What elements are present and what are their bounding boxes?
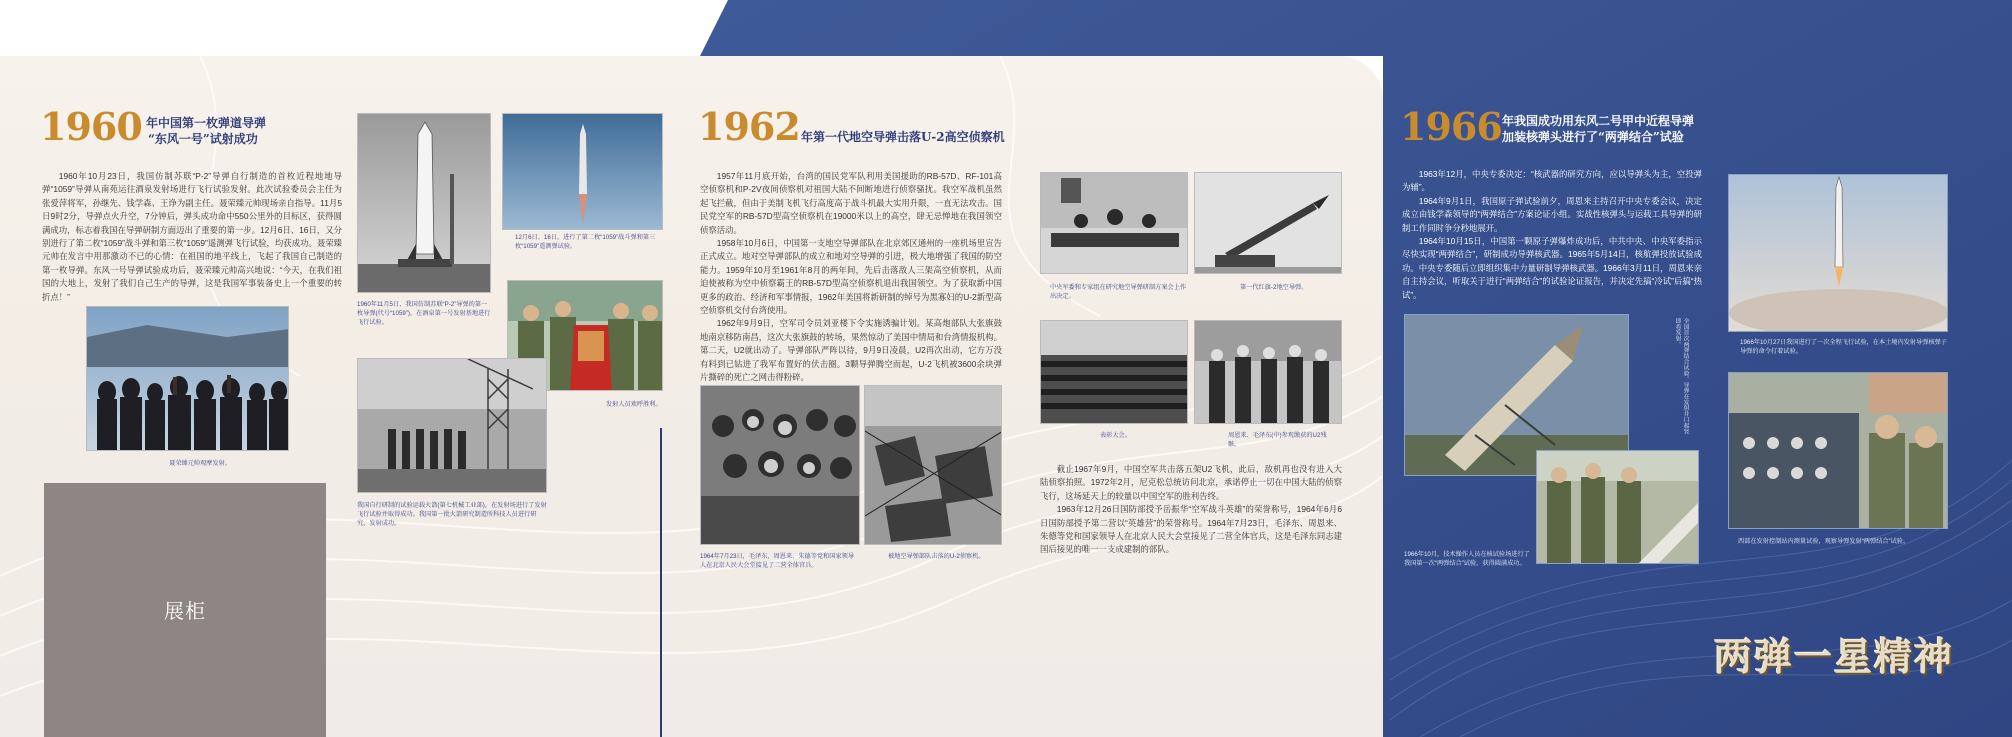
paragraph-1962-p3: 1962年9月9日，空军司令员刘亚楼下令实施诱骗计划。某高炮部队大张旗鼓地南京移防南昌，这次大张旗鼓的转场，果然惊动了美国中情局和台湾情报机构。第二天，U2就出动了。导弹部队严阵以待，9月9日凌晨，U2再次出动，它方万没有料到已钻进了我军布置好的伏击圈。3颗导弹腾空而起，U-2飞机被3600余块弹片撕碎的死亡之网击得粉碎。 <box>700 318 1002 383</box>
paragraph-1960 <box>42 170 342 304</box>
year-1962: 1962 <box>698 104 800 149</box>
photo-missile-launch-1966 <box>1728 174 1948 332</box>
display-cabinet <box>44 483 326 737</box>
title-1966-line1: 年我国成功用东风二号甲中近程导弹 <box>1502 114 1695 128</box>
slogan: 两弹一星精神 <box>1714 634 1955 679</box>
caption-crowd-1960: 聂荣臻元帅观摩发射。 <box>169 460 231 467</box>
photo-launcher-1962 <box>1194 172 1342 274</box>
paragraph-1960-text: 1960年10月23日，我国仿制苏联“P-2”导弹自行制造的首枚近程地地导弹“1059”导弹从南苑运往酒泉发射场进行飞行试验发射。此次试验委员会主任为张爱萍将军，孙继先、钱学森、王诤为副主任。聂荣臻元帅现场亲自指导。11月5日9时2分，导弹点火升空，7分钟后，弹头成功命中550公里外的目标区，获得圆满成功，标志着我国在导弹研制方面迈出了重要的第一步。12月6日、16日，又分别进行了第二枚“1059”战斗弹和第三枚“1059”遥测弹飞行试验，均获成功。聂荣臻元帅在发言中用那激动不已的心情：在祖国的地平线上，飞起了我国自己制造的第一枚导弹。东风一号导弹试验成功后，聂荣臻元帅高兴地说：“今天，在我们祖国的大地上，发射了我们自己生产的导弹，这是我国军事装备史上一个重要的转折点！” <box>42 171 342 302</box>
photo-console-1966 <box>1728 372 1948 529</box>
paragraph-1966-p1: 1963年12月，中央专委决定：“核武器的研究方向，应以导弹头为主，空投弹为辅”。 <box>1402 169 1702 193</box>
paragraph-1962-p1: 1957年11月底开始，台湾的国民党军队利用美国援助的RB-57D、RF-101高空侦察机和P-2V夜间侦察机对祖国大陆不间断地进行侦察骚扰。我空军战机虽然起飞拦截，但由于美制飞机飞行高度高于战斗机最大实用升限，一直无法攻击。国民党空军的RB-57D型高空侦察机在19000米以上的高空，肆无忌惮地在我国领空侦察活动。 <box>700 171 1002 235</box>
title-1960-line2: “东风一号”试射成功 <box>148 132 258 146</box>
title-1966-line2: 加装核弹头进行了“两弹结合”试验 <box>1502 130 1684 144</box>
paragraph-1966 <box>1402 168 1702 302</box>
title-1966 <box>1502 113 1694 145</box>
caption-launcher-1962: 第一代红旗-2地空导弹。 <box>1240 284 1308 291</box>
paragraph-1962-p2: 1958年10月6日，中国第一支地空导弹部队在北京郊区通州的一座机场里宣告正式成立。地对空导弹部队的成立和地对空导弹的引进，极大地增强了我国的防空能力。1959年10月至1961年8月的两年间，先后击落敌人三架高空侦察机，从而迫使被称为空中侦察霸王的RB-57D型高空侦察机退出我国领空。为了获取新中国更多的政治、经济和军事情报，1962年美国将新研制的绰号为黑寡妇的U-2新型高空侦察机交付台湾使用。 <box>700 238 1002 316</box>
caption-rocket1-1960: 1960年11月5日，我国仿制苏联“P-2”导弹的第一枚导弹(代号“1059”)，在酒泉第一号发射基地进行飞行试验。 <box>357 301 491 326</box>
caption-leaders-1962: 1964年7月23日，毛泽东、周恩来、朱德等党和国家领导人在北京人民大会堂接见了二营全体官兵。 <box>700 553 855 569</box>
photo-rocket-flight-1960 <box>502 113 663 230</box>
photo-officials-1962 <box>1194 320 1342 424</box>
caption-wreck-1962: 被地空导弹部队击落的U-2侦察机。 <box>888 553 985 560</box>
photo-leaders-1962 <box>700 385 860 545</box>
photo-factory-1960 <box>357 358 547 493</box>
cabinet-label: 展柜 <box>164 601 206 623</box>
year-1966: 1966 <box>1400 104 1502 149</box>
caption-meeting-1962: 中央军委和专家组在研究地空导弹研制方案会上作出决定。 <box>1050 284 1187 300</box>
title-1960-line1: 年中国第一枚弹道导弹 <box>146 116 267 130</box>
paragraph-1966-p2: 1964年9月1日，我国原子弹试验前夕，周恩来主持召开中央专委会议，决定成立由钱学森领导的“两弹结合”方案论证小组。实战性核弹头与运载工具导弹的研制工作同时争分秒地展开。 <box>1402 195 1702 233</box>
caption-factory-1960: 我国自行研制的试验运载火箭(第七机械工业部)，在发射场进行了发射飞行试验并取得成功。我国第一批火箭研究制造所科技人员进行研究，发射成功。 <box>357 502 547 527</box>
caption-team-1960: 发射人员欢呼胜利。 <box>606 401 662 408</box>
photo-crowd-1960 <box>86 306 289 451</box>
photo-meeting-1962 <box>1040 172 1188 274</box>
photo-auditorium-1962 <box>1040 320 1188 424</box>
paragraph-1962-p4: 截止1967年9月，中国空军共击落五架U2飞机，此后，敌机再也没有进入大陆侦察拍照。1972年2月，尼克松总统访问北京，承诺停止一切在中国大陆的侦察飞行，这场延天上的较量以中国空军的胜利告终。 <box>1040 464 1342 501</box>
title-1960 <box>146 115 266 147</box>
photo-crew-1966 <box>1536 450 1699 564</box>
paragraph-1962-b <box>1040 463 1342 557</box>
caption-officials-1962: 周恩来、毛泽东(中)参观缴获的U2残骸。 <box>1228 432 1327 448</box>
paragraph-1962 <box>700 170 1002 385</box>
caption-rocket2-1960: 12月6日、16日，进行了第二枚“1059”战斗弹和第三枚“1059”遥测弹试验。 <box>515 234 656 250</box>
paragraph-1962-p5: 1963年12月26日国防部授予岳振华“空军战斗英雄”的荣誉称号，1964年6月6日国防部授予第二营以“英雄营”的荣誉称号。1964年7月23日，毛泽东、周恩来、朱德等党和国家领导人在北京人民大会堂接见了二营全体官兵，这是毛泽东同志建国后接见的唯一一支成建制的部队。 <box>1040 504 1342 555</box>
caption-missile-1966: 全国首次两弹结合试验。导弹在发射井口起竖即将发射。 <box>1674 318 1688 434</box>
paragraph-1966-p3: 1964年10月15日，中国第一颗原子弹爆炸成功后，中共中央、中央军委指示尽快实现“两弹结合”，研制成功导弹核武器。1965年5月14日，核航弹投放试验成功。中央专委随后立即组织集中力量研制导弹核武器。1966年3月11日，周恩来亲自主持会议，听取关于进行“两弹结合”的试验论证报告，并决定先搞“冷试”后搞“热试”。 <box>1402 236 1702 300</box>
photo-wreckage-1962 <box>864 385 1002 545</box>
title-1962: 年第一代地空导弹击落U-2高空侦察机 <box>801 130 1005 144</box>
caption-console-1966: 西部在发射控制站内测量试验，观察导弹发射“两弹结合”试验。 <box>1738 538 1910 545</box>
photo-rocket-launchpad-1960 <box>357 113 491 293</box>
caption-auditorium-1962: 表彰大会。 <box>1100 432 1131 439</box>
caption-crew-1966: 1966年10月，技术操作人员在核试验场进行了我国第一次“两弹结合”试验，获得圆满成功。 <box>1404 551 1530 567</box>
caption-launch-1966: 1966年10月27日我国进行了一次全程飞行试验，在本土境内发射导弹核弹子导弹的命令打着试验。 <box>1740 339 1947 355</box>
year-1960: 1960 <box>40 104 142 149</box>
divider-line <box>660 428 662 737</box>
